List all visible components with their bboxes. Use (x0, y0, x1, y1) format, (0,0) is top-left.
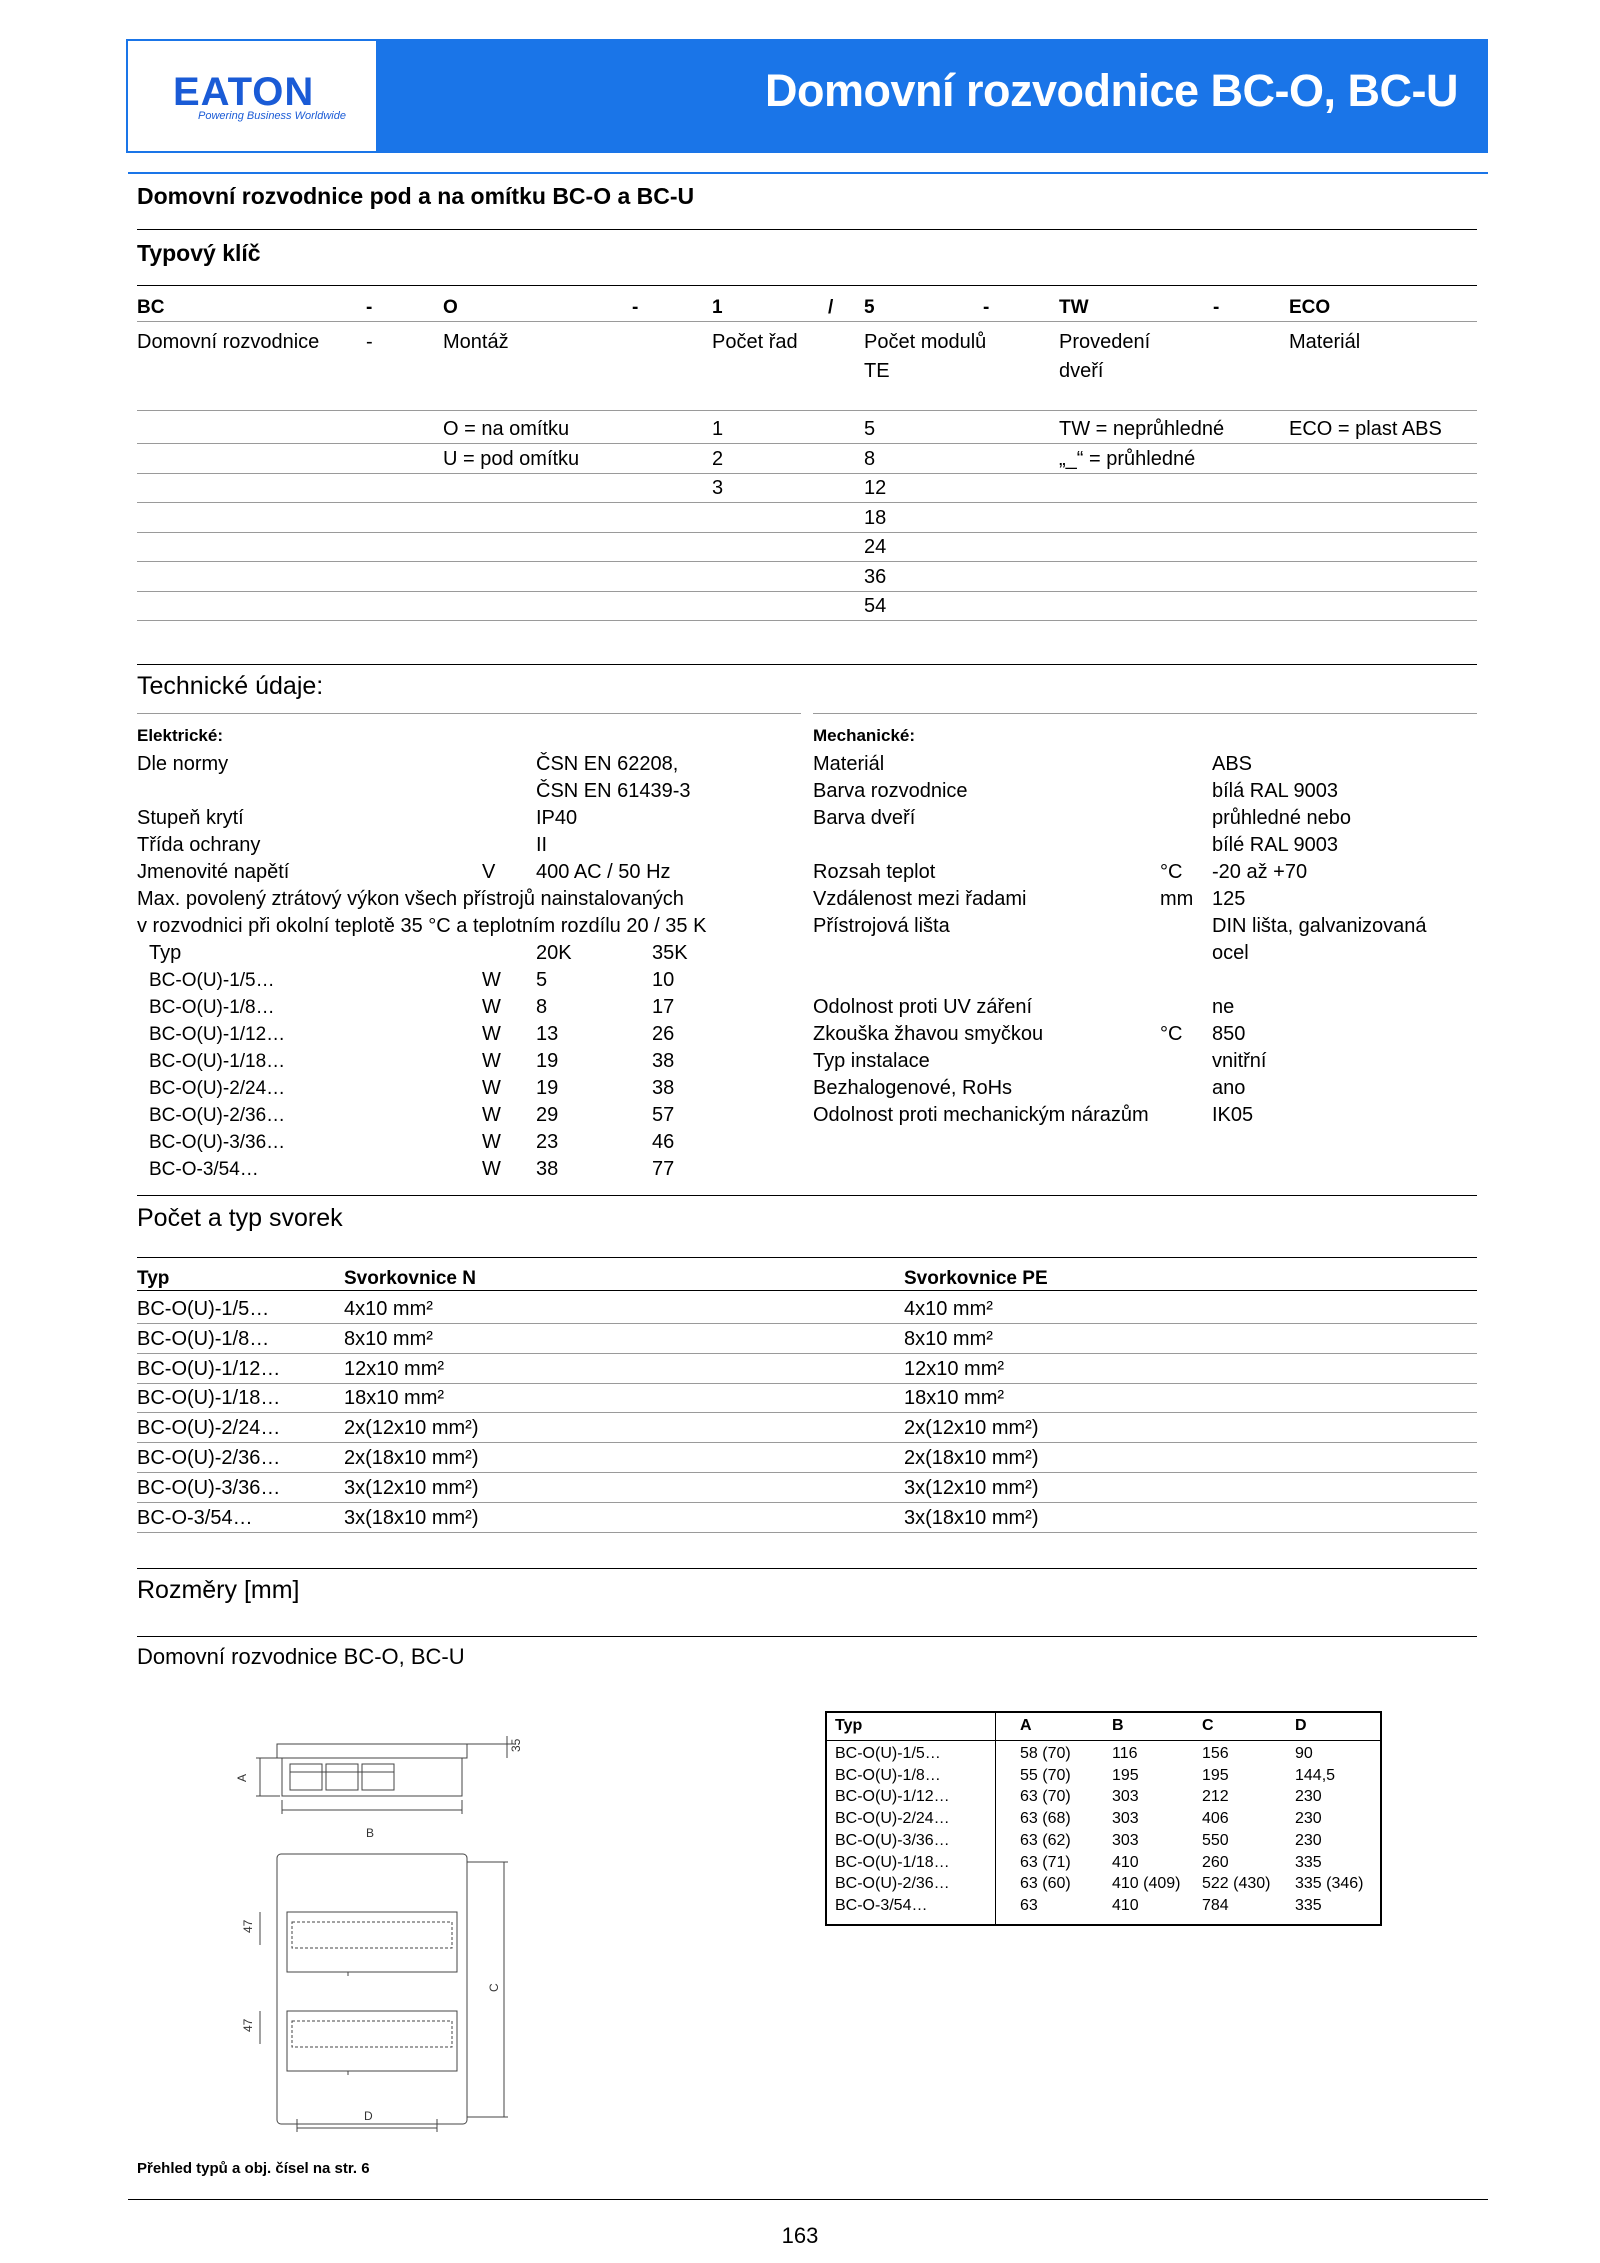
dim-row-value: 410 (1112, 1896, 1139, 1914)
dim-row-value: 303 (1112, 1810, 1139, 1828)
divider (137, 591, 1477, 592)
divider (137, 410, 1477, 411)
type-key-desc-modules-unit: TE (864, 360, 890, 382)
dim-row-value: 230 (1295, 1788, 1322, 1806)
dim-label-b: B (366, 1826, 375, 1840)
type-key-option-rows: 3 (712, 477, 724, 499)
dim-row-value: 195 (1112, 1766, 1139, 1784)
terminals-col-pe: Svorkovnice PE (904, 1268, 1048, 1289)
terminal-row-pe: 3x(12x10 mm²) (904, 1476, 1039, 1499)
footer-divider (128, 2199, 1488, 2200)
type-key-desc-rows: Počet řad (712, 331, 798, 353)
mech-row-value: ocel (1212, 942, 1249, 964)
divider (137, 1323, 1477, 1324)
dim-label-47: 47 (241, 2018, 255, 2032)
dim-row-value: 410 (409) (1112, 1875, 1181, 1893)
type-key-option-rows: 2 (712, 447, 724, 470)
type-key-code-sep: - (1213, 297, 1220, 318)
terminal-block (290, 1764, 322, 1790)
class-label: Třída ochrany (137, 834, 261, 856)
enclosure-drawing (230, 1700, 530, 2140)
dim-row-value: 212 (1202, 1788, 1229, 1806)
dim-row-value: 410 (1112, 1853, 1139, 1871)
enclosure-front-outline (277, 1854, 467, 2124)
terminal-block (326, 1764, 358, 1790)
mech-row-value: IK05 (1212, 1104, 1254, 1126)
dim-row-value: 144,5 (1295, 1766, 1336, 1784)
type-key-option-modules: 24 (864, 536, 887, 558)
divider (137, 1412, 1477, 1413)
loss-row-35k: 46 (652, 1131, 675, 1153)
loss-row-type: BC-O-3/54… (149, 1159, 259, 1180)
divider (137, 1353, 1477, 1354)
terminal-row-type: BC-O(U)-3/36… (137, 1476, 281, 1499)
divider (137, 1568, 1477, 1569)
loss-col-type: Typ (149, 942, 182, 964)
norm-value-2: ČSN EN 61439-3 (536, 780, 691, 802)
class-value: II (536, 834, 548, 856)
loss-row-type: BC-O(U)-1/5… (149, 970, 275, 991)
dim-row-value: 63 (62) (1020, 1831, 1071, 1849)
type-key-option-mount: O = na omítku (443, 418, 570, 440)
loss-row-unit: W (482, 996, 501, 1018)
divider (137, 1472, 1477, 1473)
mech-row-label: Rozsah teplot (813, 861, 936, 883)
dim-row-type: BC-O(U)-1/5… (835, 1745, 941, 1762)
divider (137, 1195, 1477, 1196)
type-key-code-sep: - (983, 297, 990, 318)
divider (137, 1383, 1477, 1384)
type-key-option-design: TW = neprůhledné (1059, 418, 1225, 440)
loss-row-20k: 19 (536, 1050, 559, 1072)
mech-row-unit: °C (1160, 861, 1183, 883)
type-key-option-modules: 5 (864, 418, 876, 440)
type-key-desc-material: Materiál (1289, 331, 1361, 353)
terminal-row-n: 12x10 mm² (344, 1357, 445, 1380)
loss-col-35k: 35K (652, 942, 688, 964)
loss-row-type: BC-O(U)-1/12… (149, 1024, 286, 1045)
mech-row-value: ABS (1212, 753, 1253, 775)
dimensions-table (825, 1711, 1382, 1926)
dim-row-type: BC-O(U)-2/24… (835, 1810, 950, 1828)
dim-row-value: 784 (1202, 1896, 1229, 1914)
loss-row-35k: 77 (652, 1158, 675, 1180)
type-key-option-modules: 54 (864, 595, 887, 617)
divider (137, 1636, 1477, 1637)
type-key-desc-design-2: dveří (1059, 360, 1104, 382)
loss-row-type: BC-O(U)-1/8… (149, 997, 275, 1018)
mech-row-value: -20 až +70 (1212, 861, 1308, 883)
mech-row-label: Bezhalogenové, RoHs (813, 1077, 1013, 1099)
loss-row-unit: W (482, 969, 501, 991)
dim-row-value: 522 (430) (1202, 1875, 1271, 1893)
divider (137, 620, 1477, 621)
mech-row-label: Typ instalace (813, 1050, 930, 1072)
terminal-row-type: BC-O(U)-2/24… (137, 1417, 281, 1440)
mech-row-label: Odolnost proti mechanickým nárazům (813, 1104, 1149, 1126)
dimensions-subheading: Domovní rozvodnice BC-O, BC-U (137, 1644, 465, 1669)
dim-row-type: BC-O(U)-2/36… (835, 1875, 950, 1893)
dim-row-value: 63 (71) (1020, 1853, 1071, 1871)
loss-row-unit: W (482, 1104, 501, 1126)
divider (137, 532, 1477, 533)
type-key-code-material: ECO (1289, 297, 1331, 318)
type-key-option-modules: 18 (864, 506, 887, 529)
loss-row-unit: W (482, 1050, 501, 1072)
dim-row-value: 230 (1295, 1831, 1322, 1849)
footnote: Přehled typů a obj. čísel na str. 6 (137, 2160, 370, 2177)
loss-row-type: BC-O(U)-2/24… (149, 1078, 286, 1099)
dim-row-type: BC-O-3/54… (835, 1896, 928, 1914)
divider (137, 443, 1477, 444)
mech-row-value: ano (1212, 1077, 1246, 1099)
terminal-row-n: 2x(12x10 mm²) (344, 1417, 479, 1440)
terminal-row-n: 2x(18x10 mm²) (344, 1447, 479, 1469)
terminal-row-type: BC-O(U)-1/8… (137, 1327, 270, 1350)
terminal-row-n: 3x(18x10 mm²) (344, 1506, 479, 1529)
terminal-row-pe: 4x10 mm² (904, 1298, 993, 1320)
type-key-option-material: ECO = plast ABS (1289, 418, 1442, 440)
dim-row-value: 58 (70) (1020, 1745, 1071, 1762)
type-key-desc-mount: Montáž (443, 331, 509, 353)
mech-row-value: průhledné nebo (1212, 807, 1352, 829)
dim-col-c: C (1202, 1717, 1214, 1734)
ip-value: IP40 (536, 807, 578, 829)
loss-row-type: BC-O(U)-2/36… (149, 1105, 286, 1126)
divider (813, 713, 1477, 714)
terminal-row-pe: 12x10 mm² (904, 1357, 1005, 1380)
terminal-row-type: BC-O(U)-2/36… (137, 1447, 281, 1469)
loss-row-20k: 19 (536, 1077, 559, 1099)
voltage-value: 400 AC / 50 Hz (536, 861, 671, 883)
type-key-heading: Typový klíč (137, 240, 261, 266)
dim-row-value: 303 (1112, 1831, 1139, 1849)
mech-row-label: Odolnost proti UV záření (813, 996, 1032, 1018)
terminal-row-type: BC-O(U)-1/5… (137, 1298, 270, 1320)
type-key-code-mount: O (443, 297, 458, 318)
terminal-row-n: 18x10 mm² (344, 1387, 445, 1410)
loss-row-unit: W (482, 1077, 501, 1099)
dim-row-value: 195 (1202, 1766, 1229, 1784)
dim-row-value: 550 (1202, 1831, 1229, 1849)
divider (137, 1290, 1477, 1291)
eaton-logo: EATON (173, 70, 315, 114)
dim-row-value: 63 (70) (1020, 1788, 1071, 1806)
divider (137, 713, 801, 714)
title-underline (128, 172, 1488, 174)
loss-row-35k: 38 (652, 1050, 675, 1072)
ip-label: Stupeň krytí (137, 807, 244, 829)
type-key-desc-bc: Domovní rozvodnice (137, 331, 320, 353)
dim-row-value: 90 (1295, 1745, 1313, 1762)
terminal-row-pe: 8x10 mm² (904, 1327, 993, 1350)
mech-row-value: 125 (1212, 888, 1246, 910)
mech-row-value: bílé RAL 9003 (1212, 834, 1339, 856)
type-key-option-design: „_“ = průhledné (1059, 447, 1196, 470)
mech-row-label: Zkouška žhavou smyčkou (813, 1023, 1044, 1045)
terminal-row-pe: 3x(18x10 mm²) (904, 1506, 1039, 1529)
type-key-code-sep: - (366, 297, 373, 318)
loss-row-35k: 26 (652, 1023, 675, 1045)
mech-row-value: bílá RAL 9003 (1212, 780, 1339, 802)
loss-row-35k: 38 (652, 1077, 675, 1099)
mechanical-heading: Mechanické: (813, 726, 916, 745)
loss-row-20k: 23 (536, 1131, 559, 1153)
divider (137, 664, 1477, 665)
norm-value-1: ČSN EN 62208, (536, 753, 679, 775)
logo-tagline: Powering Business Worldwide (198, 110, 346, 122)
type-key-desc-design: Provedení (1059, 331, 1151, 353)
type-key-code-modules: 5 (864, 297, 875, 318)
loss-col-20k: 20K (536, 942, 572, 964)
divider (995, 1713, 996, 1924)
dim-row-type: BC-O(U)-3/36… (835, 1831, 950, 1849)
loss-row-20k: 29 (536, 1104, 559, 1126)
mech-row-value: 850 (1212, 1023, 1246, 1045)
type-key-code-design: TW (1059, 297, 1089, 318)
terminal-row-pe: 18x10 mm² (904, 1387, 1005, 1410)
divider (137, 285, 1477, 286)
dim-col-a: A (1020, 1717, 1032, 1734)
dim-row-value: 406 (1202, 1810, 1229, 1828)
mech-row-label: Vzdálenost mezi řadami (813, 888, 1027, 910)
type-key-option-modules: 36 (864, 565, 887, 588)
type-key-option-mount: U = pod omítku (443, 447, 580, 470)
terminals-col-type: Typ (137, 1268, 170, 1289)
loss-row-20k: 13 (536, 1023, 559, 1045)
divider (137, 1502, 1477, 1503)
mech-row-value: vnitřní (1212, 1050, 1267, 1072)
loss-row-20k: 8 (536, 996, 548, 1018)
loss-row-35k: 57 (652, 1104, 675, 1126)
dim-row-value: 156 (1202, 1745, 1229, 1762)
dim-row-value: 63 (60) (1020, 1875, 1071, 1893)
divider (137, 229, 1477, 230)
loss-row-35k: 17 (652, 996, 675, 1018)
mech-row-label: Materiál (813, 753, 885, 775)
mech-row-label: Přístrojová lišta (813, 915, 950, 937)
mech-row-label: Barva rozvodnice (813, 780, 968, 802)
dim-col-b: B (1112, 1717, 1124, 1734)
mech-row-value: ne (1212, 996, 1235, 1018)
dim-label-a: A (235, 1773, 249, 1782)
dim-col-d: D (1295, 1717, 1307, 1734)
dim-row-type: BC-O(U)-1/12… (835, 1788, 950, 1806)
dim-row-value: 335 (1295, 1896, 1322, 1914)
dim-row-value: 63 (68) (1020, 1810, 1071, 1828)
terminals-col-n: Svorkovnice N (344, 1268, 476, 1289)
mech-row-label: Barva dveří (813, 807, 916, 829)
terminal-row-pe: 2x(12x10 mm²) (904, 1417, 1039, 1440)
terminal-row-n: 3x(12x10 mm²) (344, 1476, 479, 1499)
loss-row-unit: W (482, 1158, 501, 1180)
terminal-row-n: 8x10 mm² (344, 1327, 433, 1350)
page-title: Domovní rozvodnice BC-O, BC-U (764, 65, 1458, 116)
type-key-code-sep: - (632, 297, 639, 318)
electrical-heading: Elektrické: (137, 726, 223, 745)
subtitle: Domovní rozvodnice pod a na omítku BC-O a BC-U (137, 183, 695, 209)
type-key-desc-dash: - (366, 331, 373, 353)
dimensions-heading: Rozměry [mm] (137, 1576, 300, 1604)
divider (137, 1442, 1477, 1443)
dim-row-value: 55 (70) (1020, 1766, 1071, 1784)
dim-label-35: 35 (509, 1738, 523, 1752)
mech-row-unit: mm (1160, 888, 1194, 910)
dim-row-value: 335 (346) (1295, 1875, 1364, 1893)
dim-row-type: BC-O(U)-1/8… (835, 1766, 941, 1784)
loss-row-20k: 5 (536, 969, 548, 991)
mech-row-unit: °C (1160, 1023, 1183, 1045)
dim-label-c: C (487, 1983, 501, 1992)
dim-row-value: 335 (1295, 1853, 1322, 1871)
enclosure-lid-outline (277, 1744, 467, 1758)
divider (137, 321, 1477, 322)
loss-row-unit: W (482, 1131, 501, 1153)
dim-row-value: 303 (1112, 1788, 1139, 1806)
divider (137, 1257, 1477, 1258)
mech-row-value: DIN lišta, galvanizovaná (1212, 915, 1427, 937)
dim-row-type: BC-O(U)-1/18… (835, 1853, 950, 1871)
terminal-row-type: BC-O-3/54… (137, 1506, 253, 1529)
page-number: 163 (781, 2223, 819, 2248)
type-key-desc-modules: Počet modulů (864, 331, 987, 353)
divider (137, 473, 1477, 474)
divider (137, 502, 1477, 503)
dim-col-type: Typ (835, 1717, 863, 1734)
terminal-row-type: BC-O(U)-1/12… (137, 1357, 281, 1380)
terminal-row-type: BC-O(U)-1/18… (137, 1387, 281, 1410)
loss-row-unit: W (482, 1023, 501, 1045)
device-row-2 (287, 2011, 457, 2071)
terminal-block (362, 1764, 394, 1790)
loss-row-35k: 10 (652, 969, 675, 991)
voltage-unit: V (482, 861, 496, 883)
divider (827, 1740, 1380, 1741)
terminals-heading: Počet a typ svorek (137, 1204, 343, 1232)
voltage-label: Jmenovité napětí (137, 861, 290, 883)
dim-label-47: 47 (241, 1919, 255, 1933)
power-loss-text-1: Max. povolený ztrátový výkon všech přístrojů nainstalovaných (137, 888, 684, 910)
type-key-code-slash: / (828, 297, 834, 318)
norm-label: Dle normy (137, 753, 229, 775)
tech-heading: Technické údaje: (137, 672, 324, 700)
type-key-code-bc: BC (137, 297, 165, 318)
type-key-option-modules: 8 (864, 447, 876, 470)
dim-row-value: 260 (1202, 1853, 1229, 1871)
dim-label-d: D (364, 2109, 373, 2123)
loss-row-type: BC-O(U)-1/18… (149, 1051, 286, 1072)
divider (137, 561, 1477, 562)
type-key-option-modules: 12 (864, 477, 887, 499)
power-loss-text-2: v rozvodnici při okolní teplotě 35 °C a teplotním rozdílu 20 / 35 K (137, 915, 707, 937)
type-key-option-rows: 1 (712, 418, 724, 440)
dim-row-value: 230 (1295, 1810, 1322, 1828)
dim-row-value: 63 (1020, 1896, 1038, 1914)
terminal-row-n: 4x10 mm² (344, 1298, 433, 1320)
device-row-1 (287, 1912, 457, 1972)
type-key-code-rows: 1 (712, 297, 723, 318)
loss-row-20k: 38 (536, 1158, 559, 1180)
dim-row-value: 116 (1112, 1745, 1138, 1762)
loss-row-type: BC-O(U)-3/36… (149, 1132, 286, 1153)
divider (137, 1532, 1477, 1533)
terminal-row-pe: 2x(18x10 mm²) (904, 1447, 1039, 1469)
